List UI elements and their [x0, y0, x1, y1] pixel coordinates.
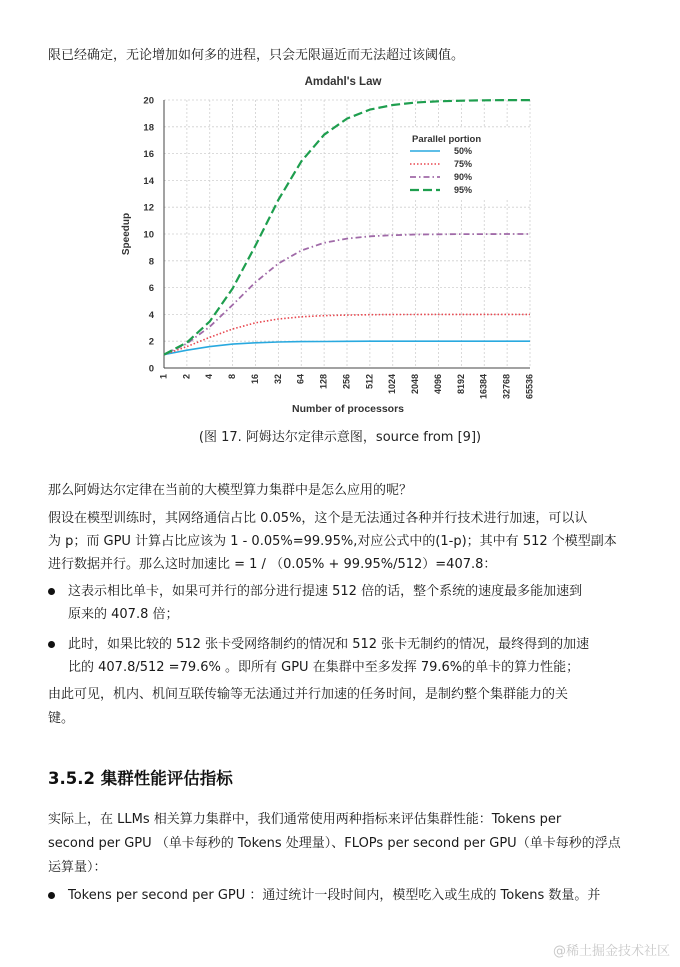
y-tick-label: 10: [143, 229, 154, 241]
intro-line: 限已经确定，无论增加如何多的进程，只会无限逼近而无法超过该阈值。: [48, 48, 465, 63]
bullet-item: [48, 580, 638, 626]
bullet-dot: [48, 641, 55, 648]
y-tick-label: 2: [148, 336, 154, 348]
y-axis: [143, 96, 154, 375]
x-tick-label: 64: [295, 374, 306, 385]
x-tick-label: 2: [181, 374, 192, 380]
legend-label: 50%: [454, 146, 473, 156]
x-tick-label: 16: [249, 374, 260, 385]
y-tick-label: 14: [143, 175, 154, 187]
bullet-dot: [48, 588, 55, 595]
paragraph-line: 进行数据并行。那么这时加速比 = 1 / （0.05% + 99.95%/512）=407.8：: [48, 557, 497, 572]
paragraph-line: 由此可见，机内、机间互联传输等无法通过并行加速的任务时间，是制约整个集群能力的关: [48, 687, 569, 702]
figure-caption: (图 17. 阿姆达尔定律示意图，source from [9]): [198, 430, 482, 445]
legend-title: Parallel portion: [412, 134, 482, 145]
bullet-item: [48, 884, 638, 907]
paragraph-line: 运算量）：: [48, 860, 107, 875]
bullet-dot: [48, 892, 55, 899]
x-tick-label: 1024: [387, 374, 398, 395]
x-tick-label: 8: [227, 374, 237, 380]
bullet-line: Tokens per second per GPU ：通过统计一段时间内，模型吃入或生成的 Tokens 数量。并: [68, 888, 601, 903]
x-axis-label: Number of processors: [291, 403, 405, 415]
y-tick-label: 16: [143, 149, 154, 161]
x-tick-label: 4: [204, 374, 215, 380]
question-line: 那么阿姆达尔定律在当前的大模型算力集群中是怎么应用的呢？: [48, 483, 413, 498]
x-tick-label: 16384: [478, 374, 489, 400]
y-tick-label: 20: [143, 95, 154, 107]
y-axis-label: Speedup: [121, 212, 132, 256]
x-tick-label: 128: [318, 374, 329, 390]
x-tick-label: 32768: [501, 374, 512, 400]
paragraph-line: 实际上，在 LLMs 相关算力集群中，我们通常使用两种指标来评估集群性能：Tokens per: [48, 812, 562, 827]
x-tick-label: 32: [272, 374, 283, 385]
x-tick-label: 8192: [455, 374, 466, 395]
x-tick-label: 4096: [432, 374, 443, 395]
amdahl-chart: [0, 0, 680, 420]
paragraph-line: 键。: [48, 711, 75, 726]
paragraph-line: 假设在模型训练时，其网络通信占比 0.05%，这个是无法通过各种并行技术进行加速，可以认: [48, 511, 588, 526]
y-tick-label: 12: [143, 202, 154, 214]
y-tick-label: 8: [148, 256, 154, 268]
x-tick-label: 65536: [524, 374, 535, 400]
paragraph-line: second per GPU （单卡每秒的 Tokens 处理量）、FLOPs per second per GPU（单卡每秒的浮点: [48, 836, 621, 851]
paragraph-line: 为 p；而 GPU 计算占比应该为 1 - 0.05%=99.95%,对应公式中的(1-p)；其中有 512 个模型副本: [48, 534, 617, 549]
chart-legend: [400, 128, 530, 200]
bullet-line: 原来的 407.8 倍；: [68, 607, 179, 622]
y-tick-label: 18: [143, 122, 154, 134]
watermark: @稀土掘金技术社区: [552, 944, 670, 959]
bullet-line: 比的 407.8/512 =79.6% 。即所有 GPU 在集群中至多发挥 79.6%的单卡的算力性能；: [68, 660, 580, 675]
bullet-line: 这表示相比单卡，如果可并行的部分进行提速 512 倍的话，整个系统的速度最多能加速到: [68, 584, 583, 599]
legend-label: 95%: [454, 185, 473, 195]
x-tick-label: 256: [341, 374, 352, 390]
x-axis: [158, 374, 534, 399]
y-tick-label: 6: [148, 283, 154, 295]
bullet-line: 此时，如果比较的 512 张卡受网络制约的情况和 512 张卡无制约的情况，最终得到的加速: [68, 637, 590, 652]
x-tick-label: 512: [364, 374, 375, 390]
x-tick-label: 2048: [410, 374, 420, 395]
legend-label: 90%: [454, 172, 473, 182]
bullet-item: [48, 633, 638, 679]
section-heading: 3.5.2 集群性能评估指标: [48, 769, 233, 788]
y-tick-label: 4: [148, 309, 154, 321]
chart-title: Amdahl's Law: [304, 76, 382, 88]
x-tick-label: 1: [158, 374, 169, 380]
y-tick-label: 0: [148, 363, 154, 375]
legend-label: 75%: [454, 159, 473, 169]
